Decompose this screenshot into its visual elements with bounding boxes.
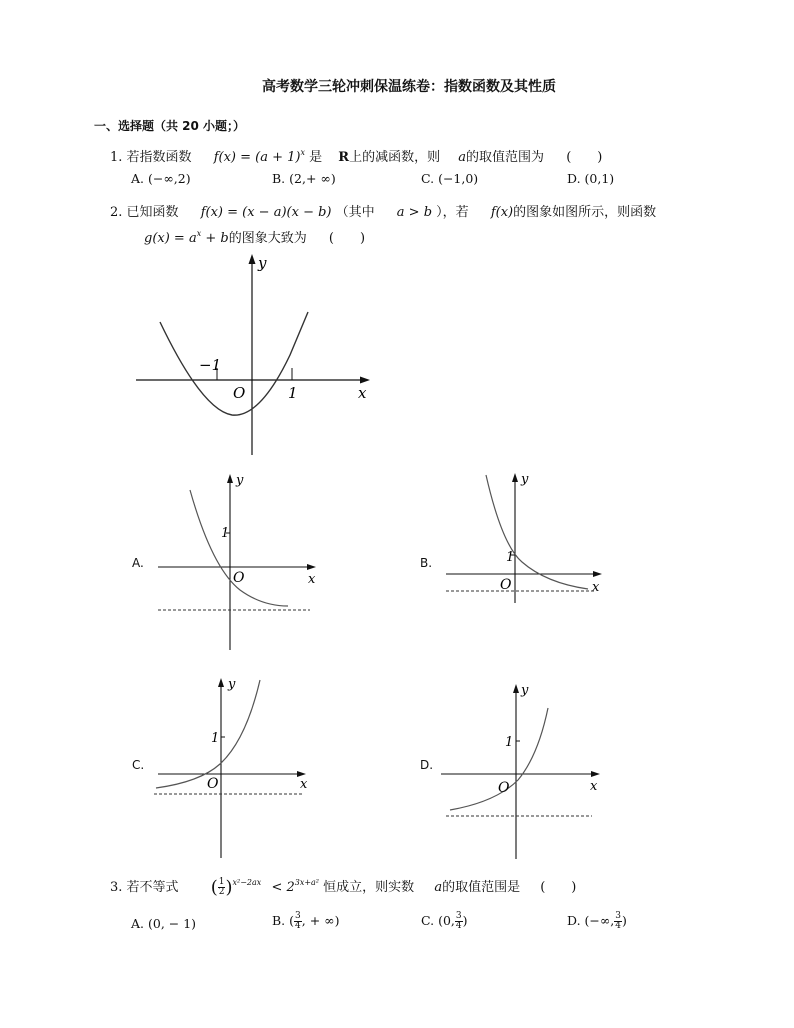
q2-option-b-label[interactable]: B. <box>420 556 433 570</box>
q2-option-c-graph[interactable] <box>150 670 320 860</box>
question-text: 若指数函数 <box>126 150 192 165</box>
math-expression: f(x) = (x − a)(x − b) <box>200 205 332 220</box>
q1-option-d[interactable]: D. (0,1) <box>567 171 615 186</box>
function-graph-fx <box>130 250 380 460</box>
question-text: （其中 <box>335 205 375 220</box>
question-text: 已知函数 <box>126 205 179 220</box>
q1-option-b[interactable]: B. (2,+ ∞) <box>272 171 336 186</box>
question-number: 3. <box>110 880 123 895</box>
tick-label-neg1: −1 <box>199 356 222 374</box>
svg-text:y: y <box>236 473 244 488</box>
svg-text:y: y <box>228 677 236 692</box>
question-number: 1. <box>110 150 123 165</box>
q2-option-b-graph[interactable] <box>438 465 618 605</box>
question-1 <box>110 146 602 165</box>
question-text: 的图象如图所示，则函数 <box>513 205 657 220</box>
math-expression: $g(x) = a^x + b$ <box>144 229 229 246</box>
question-2-line-2 <box>144 227 365 246</box>
q3-option-c[interactable]: C. (0, $\frac{3}{4}$ ) <box>421 911 468 931</box>
math-inequality: ( $\frac{1}{2}$ )$^{x^2-2ax} < 2^{3x+a^2}$ <box>210 877 320 898</box>
svg-text:y: y <box>521 472 529 487</box>
question-number: 2. <box>110 205 123 220</box>
q3-option-b[interactable]: B. ( $\frac{3}{4}$ , + ∞) <box>272 911 340 931</box>
y-axis-label: y <box>258 254 267 272</box>
svg-text:1: 1 <box>211 731 220 746</box>
svg-text:x: x <box>308 572 316 587</box>
q2-option-a-graph[interactable] <box>150 470 330 655</box>
question-text: 是 <box>309 150 323 165</box>
q2-option-a-label[interactable]: A. <box>132 556 144 570</box>
answer-blank: ( ) <box>566 150 603 165</box>
math-variable: a <box>458 150 467 165</box>
question-text: 的图象大致为 <box>228 231 307 246</box>
svg-text:1: 1 <box>221 526 230 541</box>
math-condition: a > b <box>396 205 433 220</box>
svg-text:O: O <box>233 570 245 586</box>
question-text: 恒成立，则实数 <box>323 880 415 895</box>
svg-text:1: 1 <box>506 550 515 565</box>
q2-option-d-graph[interactable] <box>438 676 608 861</box>
origin-label: O <box>233 384 246 402</box>
svg-text:x: x <box>300 777 308 792</box>
math-variable: a <box>434 880 443 895</box>
q1-option-c[interactable]: C. (−1,0) <box>421 171 479 186</box>
q3-option-a[interactable]: A. (0, − 1) <box>131 916 197 931</box>
answer-blank: ( ) <box>328 231 366 246</box>
q1-option-a[interactable]: A. (−∞,2) <box>131 171 191 186</box>
svg-text:1: 1 <box>505 735 514 750</box>
q2-option-d-label[interactable]: D. <box>420 758 434 772</box>
math-expression: f(x) <box>490 205 514 220</box>
question-text: 上的减函数，则 <box>349 150 441 165</box>
tick-label-1: 1 <box>288 384 298 402</box>
svg-text:O: O <box>498 780 510 796</box>
svg-text:x: x <box>590 779 598 794</box>
math-symbol: R <box>338 150 350 165</box>
answer-blank: ( ) <box>540 880 577 895</box>
svg-text:y: y <box>521 683 529 698</box>
x-axis-label: x <box>358 384 367 402</box>
question-text: 若不等式 <box>126 880 179 895</box>
section-heading: 一、选择题（共 20 小题；） <box>94 119 246 133</box>
question-text: 的取值范围是 <box>442 880 521 895</box>
q3-option-d[interactable]: D. (−∞, $\frac{3}{4}$ ) <box>567 911 627 931</box>
question-text: ），若 <box>436 205 469 220</box>
page-title: 高考数学三轮冲刺保温练卷：指数函数及其性质 <box>262 79 556 95</box>
q2-option-c-label[interactable]: C. <box>132 758 145 772</box>
svg-text:O: O <box>500 577 512 593</box>
svg-text:O: O <box>207 776 219 792</box>
question-3 <box>110 876 576 898</box>
question-2 <box>110 201 656 220</box>
question-text: 的取值范围为 <box>466 150 545 165</box>
svg-text:x: x <box>592 580 600 595</box>
math-expression: $f(x) = (a + 1)^x$ <box>213 148 305 165</box>
